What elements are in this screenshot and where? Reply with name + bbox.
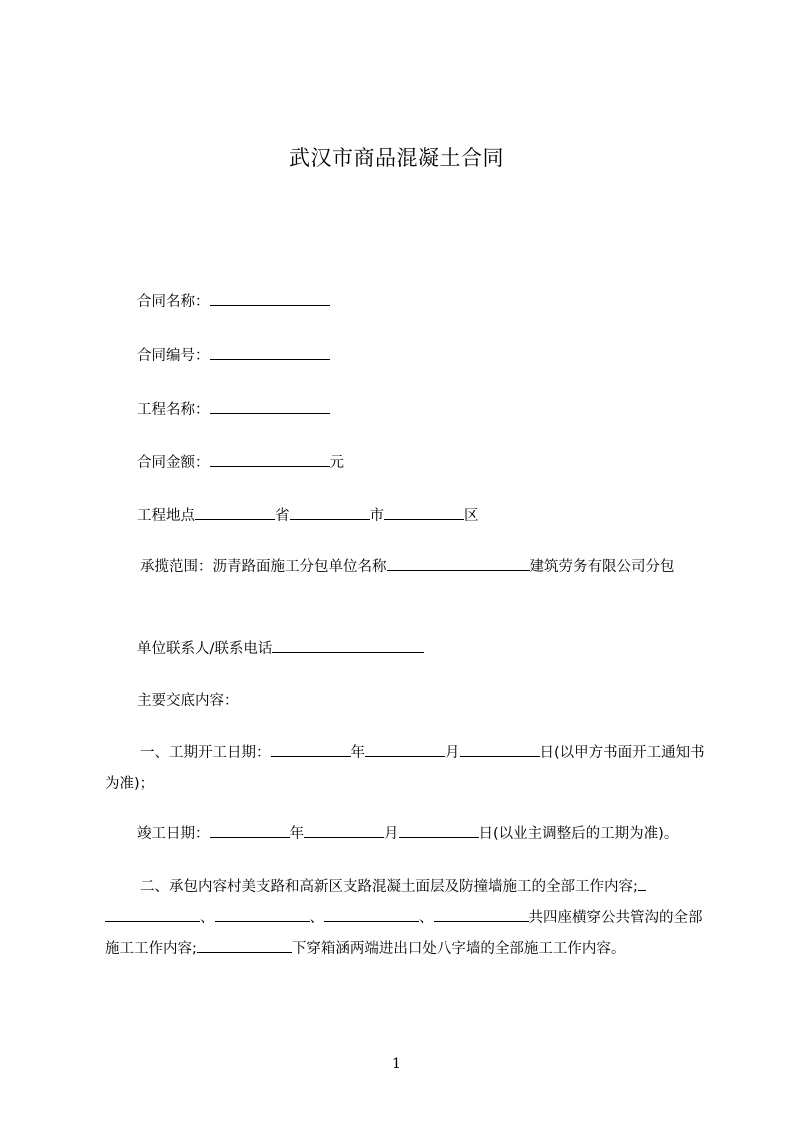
contract-amount-label: 合同金额： — [137, 455, 210, 471]
project-location-line — [137, 505, 479, 526]
completion-day-note: 日(以业主调整后的工期为准)。 — [478, 826, 679, 842]
clause2-tail: 下穿箱涵两端进出口处八字墙的全部施工工作内容。 — [291, 941, 626, 957]
completion-month-label: 月 — [384, 826, 399, 842]
start-day-note: 日(以甲方书面开工通知书为准)； — [105, 745, 705, 792]
project-name-label: 工程名称： — [137, 402, 210, 418]
contract-name-label: 合同名称： — [137, 294, 210, 310]
project-location-label: 工程地点 — [137, 508, 195, 524]
contact-label: 单位联系人/联系电话 — [137, 641, 273, 657]
contract-number-line — [137, 345, 330, 366]
district-label: 区 — [464, 508, 479, 524]
city-label: 市 — [369, 508, 384, 524]
scope-blank-4[interactable] — [434, 907, 529, 922]
completion-line — [137, 823, 678, 844]
scope-blank-5[interactable] — [197, 938, 292, 953]
contract-number-label: 合同编号： — [137, 348, 210, 364]
subcontractor-blank[interactable] — [387, 556, 530, 571]
scope-blank-0[interactable] — [638, 876, 646, 891]
completion-day-blank[interactable] — [399, 823, 479, 838]
clause1-paragraph — [105, 738, 705, 800]
contract-amount-blank[interactable] — [210, 452, 330, 467]
separator: 、 — [419, 910, 434, 926]
contract-name-line — [137, 291, 330, 312]
separator: 、 — [309, 910, 324, 926]
document-title: 武汉市商品混凝土合同 — [289, 146, 504, 170]
contact-line — [137, 638, 424, 659]
scope-suffix: 建筑劳务有限公司分包 — [529, 559, 675, 575]
amount-unit: 元 — [329, 455, 344, 471]
start-year-label: 年 — [350, 745, 365, 761]
start-day-blank[interactable] — [460, 742, 540, 757]
contact-blank[interactable] — [272, 638, 424, 653]
contract-number-blank[interactable] — [210, 345, 330, 360]
clause2-intro: 二、承包内容村美支路和高新区支路混凝土面层及防撞墙施工的全部工作内容; — [140, 879, 638, 895]
clause2-culvert: 共四座横穿公共管沟的全部施工工作内容; — [105, 910, 703, 957]
scope-blank-1[interactable] — [105, 907, 200, 922]
project-name-line — [137, 399, 330, 420]
completion-year-blank[interactable] — [210, 823, 290, 838]
province-blank[interactable] — [195, 505, 275, 520]
project-name-blank[interactable] — [210, 399, 330, 414]
completion-year-label: 年 — [289, 826, 304, 842]
clause1-label: 一、工期开工日期： — [140, 745, 271, 761]
clause2-paragraph — [105, 872, 705, 965]
main-content-label: 主要交底内容： — [137, 693, 239, 709]
contract-name-blank[interactable] — [210, 291, 330, 306]
scope-blank-2[interactable] — [215, 907, 310, 922]
page-number: 1 — [392, 1056, 401, 1072]
scope-label: 承揽范围：沥青路面施工分包单位名称 — [140, 559, 387, 575]
district-blank[interactable] — [384, 505, 464, 520]
start-year-blank[interactable] — [271, 742, 351, 757]
completion-label: 竣工日期： — [137, 826, 210, 842]
scope-blank-3[interactable] — [324, 907, 419, 922]
completion-month-blank[interactable] — [304, 823, 384, 838]
scope-paragraph — [105, 552, 705, 583]
main-content-line — [137, 691, 239, 711]
separator: 、 — [200, 910, 215, 926]
province-label: 省 — [275, 508, 290, 524]
start-month-label: 月 — [445, 745, 460, 761]
contract-amount-line — [137, 452, 344, 473]
start-month-blank[interactable] — [365, 742, 445, 757]
city-blank[interactable] — [290, 505, 370, 520]
